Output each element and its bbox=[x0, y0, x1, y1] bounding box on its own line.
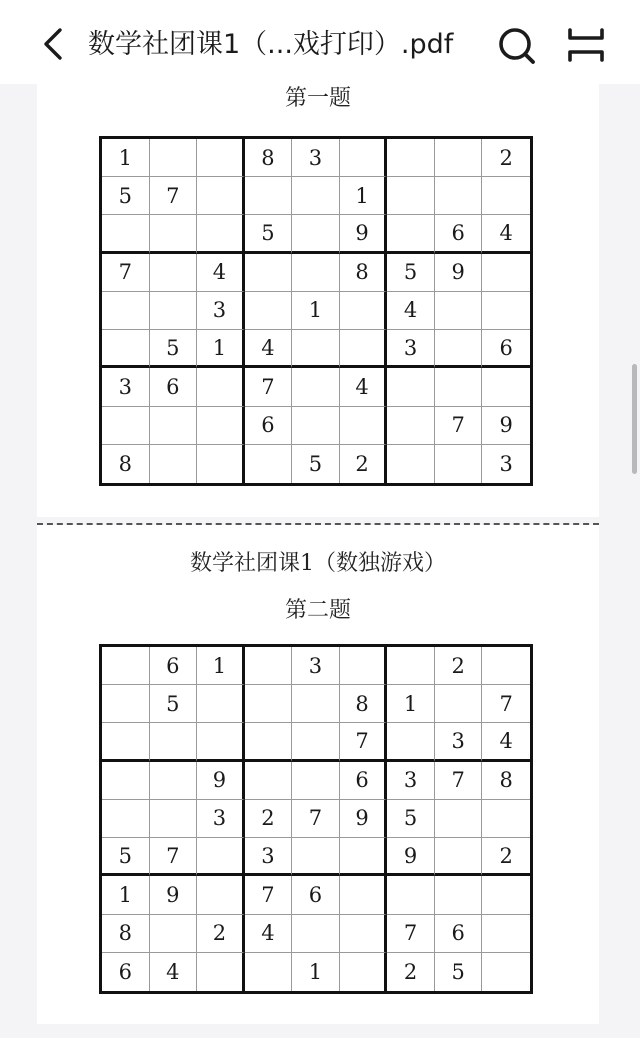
document-title: 数学社团课1（...戏打印）.pdf bbox=[88, 29, 454, 60]
sudoku-cell: 5 bbox=[102, 177, 150, 215]
sudoku-cell bbox=[150, 800, 198, 838]
sudoku-cell: 1 bbox=[292, 953, 340, 991]
sudoku-cell bbox=[102, 800, 150, 838]
sudoku-cell bbox=[482, 800, 530, 838]
sudoku-cell bbox=[292, 177, 340, 215]
sudoku-cell bbox=[435, 685, 483, 723]
sudoku-cell: 4 bbox=[482, 215, 530, 253]
sudoku-cell bbox=[150, 723, 198, 761]
document-heading: 数学社团课1（数独游戏） bbox=[190, 551, 446, 576]
sudoku-cell: 8 bbox=[245, 139, 293, 177]
sudoku-cell: 3 bbox=[387, 762, 435, 800]
sudoku-cell bbox=[387, 445, 435, 483]
sudoku-cell bbox=[245, 723, 293, 761]
sudoku-cell bbox=[102, 292, 150, 330]
sudoku-cell: 7 bbox=[340, 723, 388, 761]
sudoku-cell: 7 bbox=[387, 915, 435, 953]
sudoku-cell: 7 bbox=[435, 407, 483, 445]
sudoku-cell bbox=[197, 876, 245, 914]
sudoku-cell bbox=[197, 215, 245, 253]
sudoku-cell: 8 bbox=[102, 445, 150, 483]
sudoku-cell bbox=[150, 292, 198, 330]
sudoku-cell bbox=[245, 953, 293, 991]
sudoku-cell bbox=[150, 407, 198, 445]
sudoku-cell bbox=[102, 407, 150, 445]
sudoku-cell bbox=[197, 723, 245, 761]
sudoku-cell: 3 bbox=[292, 139, 340, 177]
sudoku-cell: 9 bbox=[340, 800, 388, 838]
sudoku-cell bbox=[387, 368, 435, 406]
sudoku-cell bbox=[292, 915, 340, 953]
sudoku-cell: 4 bbox=[245, 330, 293, 368]
sudoku-cell: 7 bbox=[435, 762, 483, 800]
sudoku-cell: 2 bbox=[482, 838, 530, 876]
sudoku-cell: 7 bbox=[292, 800, 340, 838]
sudoku-cell bbox=[197, 838, 245, 876]
sudoku-cell bbox=[102, 215, 150, 253]
sudoku-cell: 1 bbox=[197, 330, 245, 368]
sudoku-cell bbox=[482, 177, 530, 215]
sudoku-cell bbox=[197, 685, 245, 723]
search-icon[interactable] bbox=[497, 26, 537, 66]
sudoku-cell bbox=[102, 330, 150, 368]
sudoku-cell: 9 bbox=[150, 876, 198, 914]
sudoku-cell: 7 bbox=[150, 177, 198, 215]
sudoku-cell: 1 bbox=[340, 177, 388, 215]
sudoku-cell: 8 bbox=[102, 915, 150, 953]
sudoku-cell: 7 bbox=[102, 254, 150, 292]
sudoku-cell bbox=[387, 215, 435, 253]
sudoku-cell bbox=[340, 838, 388, 876]
sudoku-cell: 9 bbox=[482, 407, 530, 445]
sudoku-cell: 4 bbox=[387, 292, 435, 330]
sudoku-cell bbox=[340, 647, 388, 685]
sudoku-cell bbox=[150, 445, 198, 483]
sudoku-cell: 9 bbox=[340, 215, 388, 253]
sudoku-cell: 7 bbox=[245, 876, 293, 914]
sudoku-cell: 9 bbox=[387, 838, 435, 876]
sudoku-cell: 6 bbox=[340, 762, 388, 800]
scrollbar-thumb[interactable] bbox=[632, 364, 637, 474]
sudoku-cell: 4 bbox=[150, 953, 198, 991]
sudoku-cell bbox=[245, 445, 293, 483]
sudoku-cell: 3 bbox=[245, 838, 293, 876]
sudoku-cell bbox=[482, 876, 530, 914]
sudoku-cell: 7 bbox=[245, 368, 293, 406]
sudoku-cell bbox=[245, 177, 293, 215]
sudoku-cell bbox=[435, 139, 483, 177]
sudoku-cell: 9 bbox=[435, 254, 483, 292]
sudoku-grid bbox=[99, 644, 533, 994]
sudoku-cell bbox=[102, 685, 150, 723]
sudoku-cell bbox=[292, 838, 340, 876]
sudoku-cell bbox=[197, 407, 245, 445]
sudoku-cell: 3 bbox=[435, 723, 483, 761]
sudoku-cell bbox=[435, 445, 483, 483]
sudoku-cell: 7 bbox=[150, 838, 198, 876]
sudoku-cell bbox=[387, 647, 435, 685]
sudoku-cell: 6 bbox=[102, 953, 150, 991]
pdf-viewer[interactable] bbox=[0, 84, 640, 1038]
sudoku-cell: 1 bbox=[102, 876, 150, 914]
sudoku-cell bbox=[482, 292, 530, 330]
problem-label: 第二题 bbox=[284, 598, 351, 623]
top-app-bar bbox=[0, 0, 640, 84]
sudoku-cell: 6 bbox=[435, 215, 483, 253]
sudoku-cell: 8 bbox=[340, 685, 388, 723]
sudoku-cell bbox=[102, 762, 150, 800]
sudoku-cell: 5 bbox=[150, 685, 198, 723]
sudoku-cell bbox=[435, 800, 483, 838]
sudoku-cell bbox=[340, 915, 388, 953]
sudoku-cell: 1 bbox=[387, 685, 435, 723]
sudoku-cell bbox=[482, 368, 530, 406]
sudoku-cell bbox=[150, 915, 198, 953]
sudoku-cell bbox=[387, 723, 435, 761]
sudoku-cell: 6 bbox=[435, 915, 483, 953]
sudoku-cell: 7 bbox=[482, 685, 530, 723]
sudoku-cell: 3 bbox=[197, 292, 245, 330]
sudoku-cell bbox=[482, 953, 530, 991]
fit-width-icon[interactable] bbox=[566, 28, 606, 62]
sudoku-cell: 2 bbox=[197, 915, 245, 953]
sudoku-cell bbox=[292, 368, 340, 406]
sudoku-cell bbox=[340, 953, 388, 991]
sudoku-cell: 5 bbox=[435, 953, 483, 991]
sudoku-cell: 3 bbox=[292, 647, 340, 685]
sudoku-cell: 5 bbox=[387, 254, 435, 292]
sudoku-cell bbox=[292, 685, 340, 723]
sudoku-cell bbox=[150, 762, 198, 800]
sudoku-cell bbox=[292, 330, 340, 368]
sudoku-cell: 4 bbox=[340, 368, 388, 406]
sudoku-cell bbox=[482, 254, 530, 292]
sudoku-cell: 8 bbox=[482, 762, 530, 800]
sudoku-cell: 5 bbox=[387, 800, 435, 838]
sudoku-cell bbox=[197, 177, 245, 215]
sudoku-cell bbox=[482, 647, 530, 685]
sudoku-cell: 2 bbox=[340, 445, 388, 483]
sudoku-grid bbox=[99, 136, 533, 486]
sudoku-cell bbox=[245, 762, 293, 800]
sudoku-cell: 3 bbox=[197, 800, 245, 838]
sudoku-cell bbox=[435, 876, 483, 914]
back-arrow-icon[interactable] bbox=[38, 26, 68, 62]
sudoku-cell bbox=[340, 407, 388, 445]
problem-label: 第一题 bbox=[284, 86, 351, 111]
sudoku-cell: 6 bbox=[482, 330, 530, 368]
sudoku-cell bbox=[387, 876, 435, 914]
sudoku-cell: 6 bbox=[292, 876, 340, 914]
sudoku-cell bbox=[387, 139, 435, 177]
sudoku-cell bbox=[292, 762, 340, 800]
sudoku-cell bbox=[340, 139, 388, 177]
sudoku-cell bbox=[435, 177, 483, 215]
sudoku-cell bbox=[292, 723, 340, 761]
sudoku-cell: 1 bbox=[102, 139, 150, 177]
sudoku-cell bbox=[482, 915, 530, 953]
sudoku-cell: 9 bbox=[197, 762, 245, 800]
sudoku-cell bbox=[197, 953, 245, 991]
sudoku-cell: 6 bbox=[150, 647, 198, 685]
sudoku-cell: 6 bbox=[245, 407, 293, 445]
sudoku-cell bbox=[435, 368, 483, 406]
sudoku-cell: 2 bbox=[482, 139, 530, 177]
sudoku-cell: 8 bbox=[340, 254, 388, 292]
sudoku-cell bbox=[387, 407, 435, 445]
sudoku-cell bbox=[435, 838, 483, 876]
sudoku-cell bbox=[435, 330, 483, 368]
sudoku-cell bbox=[340, 292, 388, 330]
sudoku-cell: 3 bbox=[387, 330, 435, 368]
sudoku-cell: 1 bbox=[197, 647, 245, 685]
sudoku-cell: 3 bbox=[102, 368, 150, 406]
sudoku-cell: 3 bbox=[499, 451, 513, 476]
sudoku-cell bbox=[150, 139, 198, 177]
sudoku-cell: 4 bbox=[245, 915, 293, 953]
sudoku-cell bbox=[197, 139, 245, 177]
sudoku-cell bbox=[150, 254, 198, 292]
sudoku-cell: 5 bbox=[245, 215, 293, 253]
sudoku-cell bbox=[292, 254, 340, 292]
sudoku-cell bbox=[245, 254, 293, 292]
sudoku-cell bbox=[340, 330, 388, 368]
sudoku-cell: 6 bbox=[150, 368, 198, 406]
pdf-page-2 bbox=[37, 525, 599, 1024]
sudoku-cell bbox=[102, 723, 150, 761]
sudoku-cell: 4 bbox=[482, 723, 530, 761]
sudoku-cell bbox=[292, 407, 340, 445]
sudoku-cell: 2 bbox=[387, 953, 435, 991]
sudoku-cell bbox=[387, 177, 435, 215]
sudoku-cell bbox=[435, 292, 483, 330]
sudoku-cell bbox=[245, 685, 293, 723]
sudoku-cell: 2 bbox=[435, 647, 483, 685]
sudoku-cell: 2 bbox=[245, 800, 293, 838]
sudoku-cell bbox=[102, 647, 150, 685]
sudoku-cell bbox=[197, 445, 245, 483]
sudoku-cell bbox=[245, 292, 293, 330]
sudoku-cell bbox=[245, 647, 293, 685]
pdf-page-1 bbox=[37, 84, 599, 517]
sudoku-cell bbox=[340, 876, 388, 914]
sudoku-cell bbox=[197, 368, 245, 406]
sudoku-cell: 5 bbox=[102, 838, 150, 876]
sudoku-cell bbox=[150, 215, 198, 253]
sudoku-cell bbox=[292, 215, 340, 253]
sudoku-cell: 1 bbox=[292, 292, 340, 330]
sudoku-cell: 5 bbox=[292, 445, 340, 483]
sudoku-cell: 5 bbox=[150, 330, 198, 368]
sudoku-cell: 4 bbox=[197, 254, 245, 292]
